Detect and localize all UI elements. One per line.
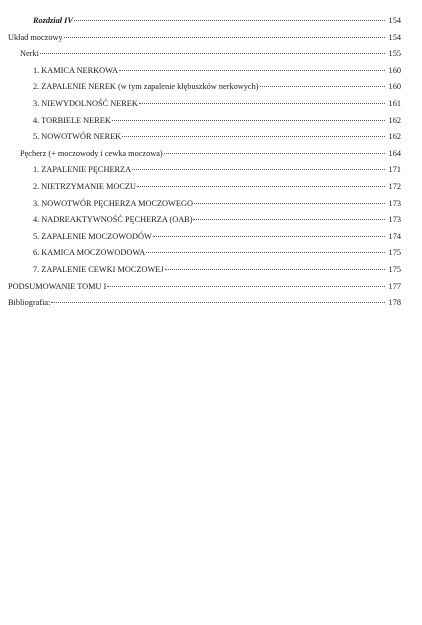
toc-entry-page: 172: [388, 181, 401, 191]
toc-entry-title: Nerki: [20, 49, 39, 59]
toc-entry-niewydolnosc-nerek[interactable]: [0, 96, 422, 113]
dot-leader: [164, 153, 385, 154]
toc-entry-title: Bibliografia:: [8, 298, 51, 308]
toc-entry-zapalenie-moczowodow[interactable]: [0, 229, 422, 246]
toc-entry-page: 164: [388, 148, 401, 158]
toc-entry-title: 4. TORBIELE NEREK: [33, 115, 111, 125]
toc-entry-page: 175: [388, 264, 401, 274]
toc-entry-title: 3. NIEWYDOLNOŚĆ NEREK: [33, 98, 138, 108]
toc-entry-page: 154: [388, 16, 401, 25]
dot-leader: [51, 302, 385, 303]
dot-leader: [139, 103, 385, 104]
toc-entry-title: 3. NOWOTWÓR PĘCHERZA MOCZOWEGO: [33, 198, 193, 208]
toc-entry-page: 173: [388, 198, 401, 208]
toc-entry-uklad-moczowy[interactable]: [0, 30, 422, 47]
dot-leader: [107, 286, 385, 287]
toc-entry-title: PODSUMOWANIE TOMU I: [8, 281, 107, 291]
toc-entry-page: 162: [388, 132, 401, 142]
toc-entry-page: 171: [388, 165, 401, 175]
toc-entry-page: 160: [388, 82, 401, 92]
toc-entry-torbiele-nerek[interactable]: [0, 113, 422, 130]
toc-entry-kamica-moczowodowa[interactable]: [0, 245, 422, 262]
toc-entry-bibliografia[interactable]: [0, 295, 422, 312]
toc-entry-nowotwor-pecherza[interactable]: [0, 196, 422, 213]
toc-entry-page: 161: [388, 98, 401, 108]
toc-entry-title: 6. KAMICA MOCZOWODOWA: [33, 248, 146, 258]
dot-leader: [119, 70, 385, 71]
toc-entry-page: 154: [388, 32, 401, 42]
toc-entry-page: 175: [388, 248, 401, 258]
dot-leader: [194, 203, 385, 204]
toc-entry-title: 4. NADREAKTYWNOŚĆ PĘCHERZA (OAB): [33, 215, 193, 225]
dot-leader: [40, 53, 385, 54]
toc-entry-title: 5. ZAPALENIE MOCZOWODÓW: [33, 231, 152, 241]
dot-leader: [132, 169, 385, 170]
dot-leader: [260, 86, 386, 87]
dot-leader: [146, 252, 385, 253]
toc-entry-zapalenie-nerek[interactable]: [0, 79, 422, 96]
toc-entry-page: 155: [388, 49, 401, 59]
dot-leader: [193, 219, 385, 220]
dot-leader: [122, 136, 385, 137]
dot-leader: [137, 186, 385, 187]
toc-entry-title: 1. ZAPALENIE PĘCHERZA: [33, 165, 132, 175]
toc-entry-pecherz[interactable]: [0, 146, 422, 163]
toc-entry-title: 7. ZAPALENIE CEWKI MOCZOWEJ: [33, 264, 164, 274]
toc-entry-page: 177: [388, 281, 401, 291]
dot-leader: [74, 20, 385, 21]
toc-entry-page: 178: [388, 298, 401, 308]
toc-entry-title: Rozdział IV: [33, 16, 73, 25]
toc-entry-nadreaktywnosc-pecherza[interactable]: [0, 212, 422, 229]
toc-entry-title: Układ moczowy: [8, 32, 63, 42]
toc-entry-nowotwor-nerek[interactable]: [0, 129, 422, 146]
dot-leader: [112, 120, 385, 121]
toc-entry-title: Pęcherz (+ moczowody i cewka moczowa): [20, 148, 163, 158]
dot-leader: [165, 269, 385, 270]
toc-entry-zapalenie-pecherza[interactable]: [0, 162, 422, 179]
table-of-contents: [0, 13, 422, 312]
toc-entry-title: 2. NIETRZYMANIE MOCZU: [33, 181, 137, 191]
toc-entry-podsumowanie-tomu[interactable]: [0, 279, 422, 296]
toc-entry-nerki[interactable]: [0, 46, 422, 63]
toc-entry-kamica-nerkowa[interactable]: [0, 63, 422, 80]
toc-entry-title: 5. NOWOTWÓR NEREK: [33, 132, 122, 142]
toc-entry-page: 174: [388, 231, 401, 241]
dot-leader: [153, 236, 385, 237]
toc-entry-page: 160: [388, 65, 401, 75]
dot-leader: [64, 37, 385, 38]
toc-entry-rozdzial-iv[interactable]: [0, 13, 422, 30]
toc-entry-title: 1. KAMICA NERKOWA: [33, 65, 119, 75]
toc-entry-nietrzymanie-moczu[interactable]: [0, 179, 422, 196]
toc-entry-page: 173: [388, 215, 401, 225]
toc-entry-zapalenie-cewki-moczowej[interactable]: [0, 262, 422, 279]
toc-entry-title: 2. ZAPALENIE NEREK (w tym zapalenie kłębuszków nerkowych): [33, 82, 259, 92]
toc-entry-page: 162: [388, 115, 401, 125]
